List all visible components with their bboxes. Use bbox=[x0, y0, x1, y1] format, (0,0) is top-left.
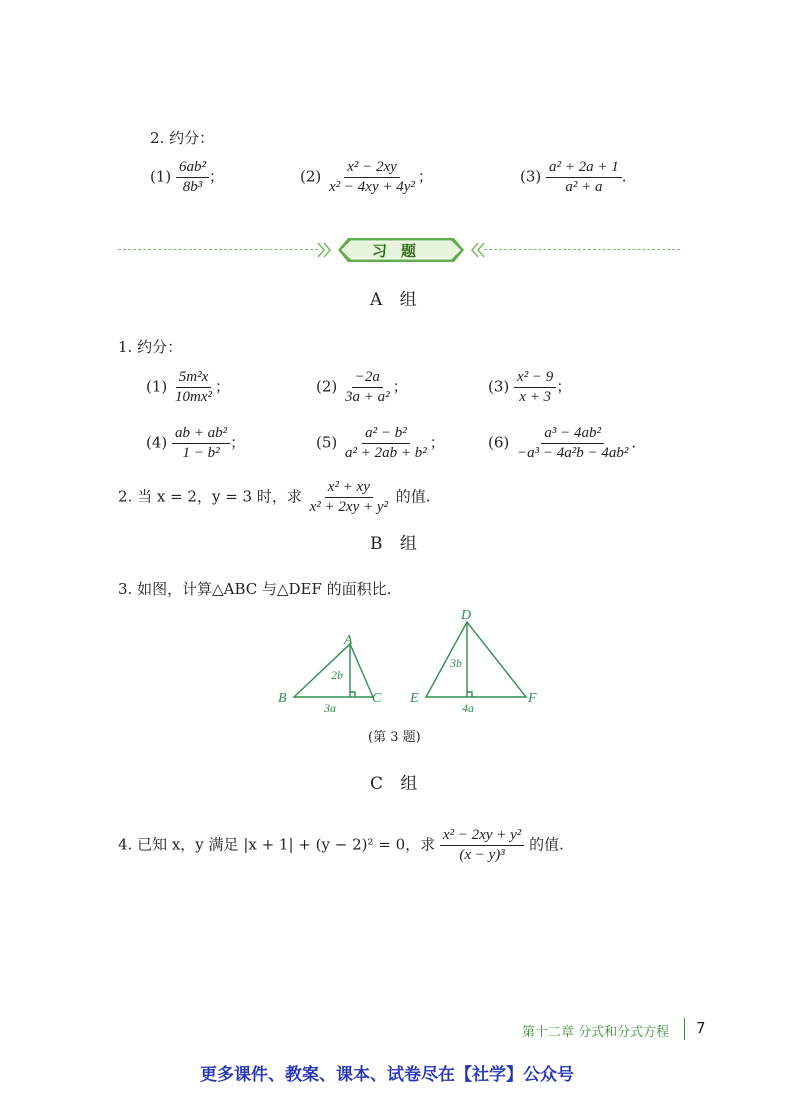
item-end: ； bbox=[215, 377, 231, 396]
numerator: a² − b² bbox=[362, 424, 410, 444]
label-3a: 3a bbox=[324, 701, 336, 715]
fraction bbox=[514, 424, 631, 463]
top-heading: 2. 约分： bbox=[150, 129, 215, 147]
top-item-1 bbox=[150, 158, 224, 197]
item-end: ； bbox=[209, 167, 225, 186]
label-f: F bbox=[528, 691, 537, 706]
label-e: E bbox=[410, 691, 419, 706]
denominator: x + 3 bbox=[519, 389, 552, 405]
page-number: 7 bbox=[696, 1019, 706, 1037]
q1-heading: 1. 约分： bbox=[118, 338, 183, 356]
footer-chapter: 第十二章 分式和分式方程 bbox=[522, 1025, 670, 1040]
denominator: x² + 2xy + y² bbox=[309, 499, 389, 515]
q3-text: 3. 如图，计算△ABC 与△DEF 的面积比. bbox=[118, 580, 392, 598]
q1-item-4 bbox=[146, 424, 245, 463]
double-chevron-left-icon bbox=[472, 243, 484, 257]
label-4a: 4a bbox=[462, 701, 474, 715]
item-label: (2) bbox=[300, 167, 322, 186]
group-b-title: B 组 bbox=[370, 534, 423, 554]
figure-caption: (第 3 题) bbox=[368, 730, 421, 745]
item-end: . bbox=[631, 433, 637, 452]
q1-item-2 bbox=[316, 368, 408, 407]
numerator: x² − 9 bbox=[514, 368, 556, 388]
item-end: ； bbox=[392, 377, 408, 396]
item-label: (3) bbox=[520, 167, 542, 186]
denominator: 8b³ bbox=[182, 179, 203, 195]
group-c-title: C 组 bbox=[370, 774, 424, 794]
numerator: −2a bbox=[352, 368, 383, 388]
triangle-def bbox=[426, 622, 526, 697]
footer-divider bbox=[684, 1018, 685, 1040]
denominator: a² + a bbox=[565, 179, 603, 195]
triangle-figure bbox=[270, 600, 560, 720]
fraction bbox=[176, 158, 209, 197]
label-a: A bbox=[344, 633, 353, 648]
right-angle-mark-def bbox=[467, 692, 472, 697]
q2 bbox=[118, 478, 431, 517]
denominator: x² − 4xy + 4y² bbox=[329, 179, 415, 195]
denominator: (x − y)³ bbox=[459, 847, 505, 863]
item-end: ； bbox=[230, 433, 246, 452]
item-end: . bbox=[621, 167, 627, 186]
right-angle-mark-abc bbox=[350, 692, 355, 697]
item-label: (5) bbox=[316, 433, 338, 452]
banner-rule-right bbox=[484, 249, 680, 250]
numerator: x² − 2xy + y² bbox=[440, 826, 524, 846]
promo-text: 更多课件、教案、课本、试卷尽在【社学】公众号 bbox=[200, 1065, 574, 1085]
q1-item-5 bbox=[316, 424, 445, 463]
label-b: B bbox=[278, 691, 287, 706]
fraction bbox=[342, 424, 430, 463]
q1-item-3 bbox=[488, 368, 571, 407]
numerator: 6ab² bbox=[176, 158, 209, 178]
item-end: ； bbox=[417, 167, 433, 186]
denominator: 10mx² bbox=[175, 389, 213, 405]
numerator: a² + 2a + 1 bbox=[546, 158, 622, 178]
fraction bbox=[440, 826, 524, 865]
fraction bbox=[326, 158, 418, 197]
numerator: x² − 2xy bbox=[344, 158, 400, 178]
item-end: ； bbox=[429, 433, 445, 452]
numerator: ab + ab² bbox=[172, 424, 230, 444]
label-3b: 3b bbox=[450, 656, 462, 670]
label-d: D bbox=[461, 608, 472, 623]
numerator: a³ − 4ab² bbox=[541, 424, 604, 444]
label-2b: 2b bbox=[331, 668, 343, 682]
group-a-title: A 组 bbox=[370, 290, 423, 310]
banner-rule-left bbox=[118, 249, 318, 250]
denominator: −a³ − 4a²b − 4ab² bbox=[517, 445, 629, 461]
banner-title: 习题 bbox=[372, 242, 431, 260]
fraction bbox=[172, 424, 230, 463]
q1-item-1 bbox=[146, 368, 230, 407]
item-end: ； bbox=[556, 377, 572, 396]
q4-prefix: 4. 已知 x，y 满足 |x + 1| + (y − 2)² = 0，求 bbox=[118, 835, 436, 854]
item-label: (3) bbox=[488, 377, 510, 396]
q1-item-6 bbox=[488, 424, 636, 463]
denominator: 3a + a² bbox=[345, 389, 390, 405]
item-label: (6) bbox=[488, 433, 510, 452]
q4-suffix: 的值. bbox=[529, 835, 564, 854]
item-label: (2) bbox=[316, 377, 338, 396]
top-item-3 bbox=[520, 158, 627, 197]
item-label: (1) bbox=[150, 167, 172, 186]
denominator: 1 − b² bbox=[182, 445, 220, 461]
numerator: x² + xy bbox=[325, 478, 373, 498]
numerator: 5m²x bbox=[176, 368, 212, 388]
denominator: a² + 2ab + b² bbox=[345, 445, 427, 461]
label-c: C bbox=[372, 691, 382, 706]
fraction bbox=[342, 368, 393, 407]
fraction bbox=[546, 158, 622, 197]
q2-suffix: 的值. bbox=[395, 487, 431, 506]
item-label: (1) bbox=[146, 377, 168, 396]
q4 bbox=[118, 826, 564, 865]
fraction bbox=[307, 478, 391, 517]
fraction bbox=[514, 368, 556, 407]
double-chevron-right-icon bbox=[318, 243, 330, 257]
top-item-2 bbox=[300, 158, 433, 197]
item-label: (4) bbox=[146, 433, 168, 452]
q2-prefix: 2. 当 x = 2，y = 3 时，求 bbox=[118, 487, 302, 506]
fraction bbox=[172, 368, 215, 407]
